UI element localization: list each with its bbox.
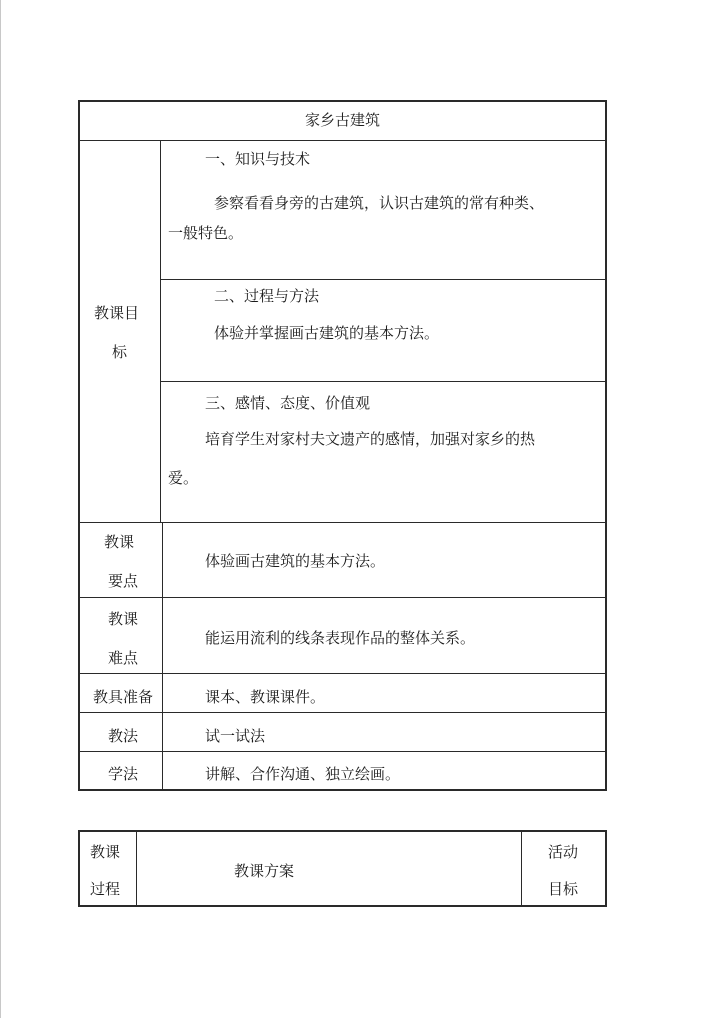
process-heading: 二、过程与方法	[214, 287, 320, 305]
row-divider	[78, 597, 607, 598]
learning-method-value: 讲解、合作沟通、独立绘画。	[205, 765, 401, 783]
plan-col-header: 教课方案	[234, 862, 295, 880]
difficulties-label-cont: 难点	[108, 649, 139, 667]
process-col-header: 教课	[90, 843, 121, 861]
row-divider	[78, 751, 607, 752]
difficulties-value: 能运用流利的线条表现作品的整体关系。	[205, 629, 476, 647]
teaching-method-value: 试一试法	[205, 727, 266, 745]
materials-value: 课本、教课课件。	[205, 688, 326, 706]
row-divider	[160, 381, 607, 382]
activity-col-header: 活动	[548, 843, 579, 861]
process-col-header-cont: 过程	[90, 880, 121, 898]
knowledge-heading: 一、知识与技术	[205, 150, 311, 168]
knowledge-text-cont: 一般特色。	[168, 224, 244, 242]
row-divider	[78, 712, 607, 713]
knowledge-text: 参察看看身旁的古建筑，认识古建筑的常有种类、	[214, 194, 545, 212]
page-left-edge	[0, 0, 1, 1018]
process-text: 体验并掌握画古建筑的基本方法。	[214, 324, 440, 342]
emotion-heading: 三、感情、态度、价值观	[205, 394, 371, 412]
table2-bottom-border	[78, 905, 607, 907]
column-divider	[160, 140, 161, 522]
table1-top-border	[78, 100, 607, 102]
objectives-label: 教课目	[94, 304, 140, 322]
table2-left-border	[78, 830, 80, 907]
key-points-label-cont: 要点	[108, 572, 139, 590]
column-divider	[136, 830, 137, 907]
row-divider	[78, 673, 607, 674]
teaching-method-label: 教法	[108, 727, 139, 745]
row-divider	[78, 522, 607, 523]
activity-col-header-cont: 目标	[548, 880, 579, 898]
lesson-title: 家乡古建筑	[304, 111, 380, 129]
key-points-value: 体验画古建筑的基本方法。	[205, 552, 386, 570]
emotion-text: 培育学生对家村夫文遗产的感情，加强对家乡的热	[205, 430, 536, 448]
table2-right-border	[605, 830, 607, 907]
row-divider	[160, 279, 607, 280]
column-divider	[162, 522, 163, 791]
table1-right-border	[605, 100, 607, 791]
objectives-label-cont: 标	[112, 343, 128, 361]
learning-method-label: 学法	[108, 765, 139, 783]
difficulties-label: 教课	[108, 610, 139, 628]
key-points-label: 教课	[104, 533, 135, 551]
column-divider	[521, 830, 522, 907]
table2-top-border	[78, 830, 607, 832]
row-divider	[78, 140, 607, 141]
table1-bottom-border	[78, 789, 607, 791]
table1-left-border	[78, 100, 80, 791]
materials-label: 教具准备	[93, 688, 154, 706]
emotion-text-cont: 爱。	[168, 469, 199, 487]
